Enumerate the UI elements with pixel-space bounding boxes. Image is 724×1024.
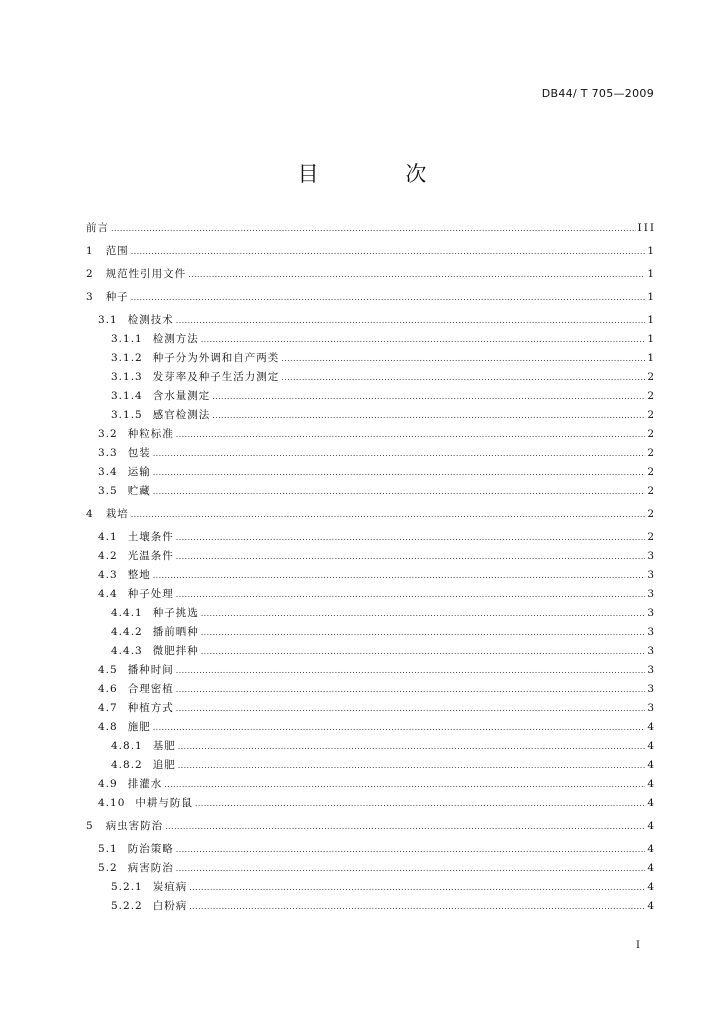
- toc-entry-page: 1: [647, 352, 656, 364]
- toc-entry-title: 含水量测定: [152, 390, 211, 402]
- toc-leader-dots: [176, 425, 646, 444]
- toc-leader-dots: [153, 463, 646, 482]
- toc-entry-number: 3.1.2: [111, 352, 143, 364]
- toc-leader-dots: [131, 505, 646, 524]
- toc-entry-page: 4: [647, 778, 656, 790]
- toc-entry-number: 3.1: [98, 314, 118, 326]
- toc-leader-dots: [281, 349, 645, 368]
- toc-entry-page: 4: [647, 740, 656, 752]
- toc-leader-dots: [178, 756, 646, 775]
- toc-entry-number: 5: [86, 820, 94, 832]
- toc-leader-dots: [176, 528, 646, 547]
- toc-entry-title: 白粉病: [152, 900, 188, 912]
- toc-leader-dots: [189, 897, 645, 916]
- toc-entry[interactable]: [86, 387, 656, 406]
- toc-entry[interactable]: [86, 505, 656, 524]
- toc-entry-page: 3: [647, 645, 656, 657]
- toc-leader-dots: [212, 406, 645, 425]
- toc-entry[interactable]: [86, 897, 656, 916]
- toc-entry-title: 种子处理: [127, 588, 174, 600]
- toc-entry-page: 4: [647, 820, 656, 832]
- toc-entry-title: 检测方法: [152, 333, 199, 345]
- toc-entry-title: 运输: [127, 466, 151, 478]
- toc-entry-title: 种子分为外调和自产两类: [152, 352, 280, 364]
- toc-entry[interactable]: [86, 349, 656, 368]
- toc-leader-dots: [153, 718, 646, 737]
- toc-entry[interactable]: [86, 661, 656, 680]
- toc-entry-page: 2: [647, 371, 656, 383]
- toc-entry-page: 2: [647, 531, 656, 543]
- toc-entry-page: 3: [647, 550, 656, 562]
- toc-entry-title: 播前晒种: [152, 626, 199, 638]
- toc-entry[interactable]: [86, 265, 656, 284]
- toc-leader-dots: [201, 642, 646, 661]
- toc-entry[interactable]: [86, 699, 656, 718]
- toc-entry-number: 4.4.2: [111, 626, 143, 638]
- toc-entry-title: 贮藏: [127, 485, 151, 497]
- toc-entry[interactable]: [86, 330, 656, 349]
- toc-entry-number: 4: [86, 508, 94, 520]
- toc-entry-number: 5.2: [98, 862, 118, 874]
- toc-entry-number: 5.2.2: [111, 900, 143, 912]
- toc-entry[interactable]: [86, 604, 656, 623]
- toc-entry-number: 4.9: [98, 778, 118, 790]
- toc-entry[interactable]: [86, 840, 656, 859]
- toc-entry-title: 包装: [127, 447, 151, 459]
- toc-entry-number: 4.10: [98, 797, 126, 809]
- toc-entry-number: 3.1.5: [111, 409, 143, 421]
- toc-entry-number: 4.8.2: [111, 759, 143, 771]
- page-title: 目 次: [297, 162, 467, 186]
- toc-entry-page: 4: [647, 759, 656, 771]
- toc-entry[interactable]: [86, 775, 656, 794]
- toc-entry-page: 3: [647, 683, 656, 695]
- toc-entry-page: III: [637, 222, 656, 234]
- toc-leader-dots: [176, 585, 646, 604]
- toc-entry[interactable]: [86, 566, 656, 585]
- toc-leader-dots: [176, 840, 646, 859]
- toc-entry-number: 4.5: [98, 664, 118, 676]
- toc-entry[interactable]: [86, 219, 656, 238]
- toc-entry-number: 4.2: [98, 550, 118, 562]
- toc-entry-page: 1: [647, 291, 656, 303]
- toc-entry-title: 种子: [105, 291, 129, 303]
- toc-leader-dots: [176, 547, 646, 566]
- toc-entry-number: 4.6: [98, 683, 118, 695]
- toc-entry-page: 1: [647, 314, 656, 326]
- toc-leader-dots: [165, 817, 645, 836]
- toc-entry-title: 土壤条件: [127, 531, 174, 543]
- toc-entry-title: 范围: [105, 245, 129, 257]
- toc-entry-number: 3.1.1: [111, 333, 143, 345]
- toc-entry-number: 3.1.3: [111, 371, 143, 383]
- toc-entry-number: 3.5: [98, 485, 118, 497]
- toc-entry-title: 基肥: [152, 740, 176, 752]
- toc-entry[interactable]: [86, 406, 656, 425]
- toc-leader-dots: [153, 482, 646, 501]
- toc-entry[interactable]: [86, 737, 656, 756]
- toc-entry-number: 4.8: [98, 721, 118, 733]
- toc-entry-title: 光温条件: [127, 550, 174, 562]
- page-number: I: [636, 940, 640, 951]
- toc-leader-dots: [131, 288, 646, 307]
- toc-entry-number: 4.8.1: [111, 740, 143, 752]
- toc-entry-title: 微肥拌种: [152, 645, 199, 657]
- toc-entry[interactable]: [86, 817, 656, 836]
- toc-entry[interactable]: [86, 680, 656, 699]
- toc-entry-title: 病害防治: [127, 862, 174, 874]
- toc-entry-title: 中耕与防鼠: [135, 797, 193, 809]
- toc-entry-number: 2: [86, 268, 94, 280]
- toc-entry[interactable]: [86, 878, 656, 897]
- toc-entry-title: 施肥: [127, 721, 151, 733]
- toc-entry-number: 4.7: [98, 702, 118, 714]
- toc-entry-page: 2: [647, 485, 656, 497]
- toc-entry[interactable]: [86, 425, 656, 444]
- toc-entry-title: 规范性引用文件: [105, 268, 187, 280]
- toc-entry-title: 炭疽病: [152, 881, 188, 893]
- standard-code: DB44/ T 705—2009: [541, 87, 654, 100]
- toc-entry-number: 4.3: [98, 569, 118, 581]
- toc-entry-page: 3: [647, 588, 656, 600]
- toc-leader-dots: [111, 219, 636, 238]
- toc-leader-dots: [178, 737, 646, 756]
- toc-entry-number: 5.1: [98, 843, 118, 855]
- toc-entry[interactable]: [86, 528, 656, 547]
- toc-entry[interactable]: [86, 756, 656, 775]
- toc-entry-title: 前言: [86, 222, 109, 234]
- toc-entry-title: 种粒标准: [127, 428, 174, 440]
- toc-entry-page: 3: [647, 664, 656, 676]
- toc-entry[interactable]: [86, 623, 656, 642]
- toc-entry-page: 4: [647, 843, 656, 855]
- toc-leader-dots: [189, 878, 645, 897]
- toc-entry-number: 4.4: [98, 588, 118, 600]
- toc-entry-page: 1: [647, 268, 656, 280]
- toc-entry-number: 3.3: [98, 447, 118, 459]
- toc-entry-page: 2: [647, 508, 656, 520]
- toc-entry-number: 4.1: [98, 531, 118, 543]
- toc-entry[interactable]: [86, 463, 656, 482]
- toc-entry-page: 3: [647, 607, 656, 619]
- toc-leader-dots: [201, 604, 646, 623]
- toc-entry-title: 种子挑选: [152, 607, 199, 619]
- toc-entry-page: 2: [647, 428, 656, 440]
- toc-entry[interactable]: [86, 794, 656, 813]
- toc-entry-page: 3: [647, 569, 656, 581]
- toc-entry[interactable]: [86, 547, 656, 566]
- toc-entry-page: 1: [647, 245, 656, 257]
- toc-entry-page: 3: [647, 626, 656, 638]
- toc-entry-title: 追肥: [152, 759, 176, 771]
- toc-entry-title: 合理密植: [127, 683, 174, 695]
- toc-entry-page: 2: [647, 466, 656, 478]
- toc-entry-page: 4: [647, 881, 656, 893]
- toc-entry-title: 播种时间: [127, 664, 174, 676]
- toc-entry-title: 防治策略: [127, 843, 174, 855]
- toc-leader-dots: [176, 859, 646, 878]
- toc-leader-dots: [176, 699, 646, 718]
- toc-entry-page: 4: [647, 797, 656, 809]
- toc-entry[interactable]: [86, 718, 656, 737]
- toc-entry-number: 4.4.3: [111, 645, 143, 657]
- toc-entry-number: 1: [86, 245, 94, 257]
- toc-leader-dots: [201, 330, 646, 349]
- toc-leader-dots: [201, 623, 646, 642]
- toc-entry[interactable]: [86, 585, 656, 604]
- toc-entry[interactable]: [86, 482, 656, 501]
- toc-entry[interactable]: [86, 311, 656, 330]
- toc-leader-dots: [281, 368, 645, 387]
- toc-entry-number: 3.1.4: [111, 390, 143, 402]
- toc-entry-page: 4: [647, 862, 656, 874]
- toc-leader-dots: [212, 387, 645, 406]
- toc-entry-page: 4: [647, 900, 656, 912]
- toc-entry-number: 4.4.1: [111, 607, 143, 619]
- toc-entry-number: 3: [86, 291, 94, 303]
- toc-entry-number: 3.4: [98, 466, 118, 478]
- toc-entry-page: 4: [647, 721, 656, 733]
- toc-entry-title: 整地: [127, 569, 151, 581]
- toc-leader-dots: [176, 680, 646, 699]
- toc-entry[interactable]: [86, 368, 656, 387]
- toc-leader-dots: [176, 311, 646, 330]
- toc-entry-page: 1: [647, 333, 656, 345]
- toc-entry-page: 2: [647, 409, 656, 421]
- toc-entry[interactable]: [86, 242, 656, 261]
- toc-entry-title: 发芽率及种子生活力测定: [152, 371, 280, 383]
- toc-entry[interactable]: [86, 859, 656, 878]
- toc-entry-title: 检测技术: [127, 314, 174, 326]
- toc-entry-title: 栽培: [105, 508, 129, 520]
- toc-leader-dots: [153, 566, 646, 585]
- toc-leader-dots: [188, 265, 645, 284]
- toc-entry[interactable]: [86, 288, 656, 307]
- toc-entry-page: 2: [647, 447, 656, 459]
- toc-entry-title: 感官检测法: [152, 409, 211, 421]
- toc-entry-title: 排灌水: [127, 778, 163, 790]
- toc-leader-dots: [164, 775, 645, 794]
- toc-entry-page: 2: [647, 390, 656, 402]
- toc-entry-title: 种植方式: [127, 702, 174, 714]
- toc-leader-dots: [195, 794, 645, 813]
- toc-entry-number: 3.2: [98, 428, 118, 440]
- toc-leader-dots: [131, 242, 646, 261]
- toc-entry-page: 3: [647, 702, 656, 714]
- toc-entry-title: 病虫害防治: [105, 820, 164, 832]
- toc-leader-dots: [153, 444, 646, 463]
- toc-entry[interactable]: [86, 444, 656, 463]
- toc-entry-number: 5.2.1: [111, 881, 143, 893]
- table-of-contents: [86, 219, 656, 916]
- toc-entry[interactable]: [86, 642, 656, 661]
- toc-leader-dots: [176, 661, 646, 680]
